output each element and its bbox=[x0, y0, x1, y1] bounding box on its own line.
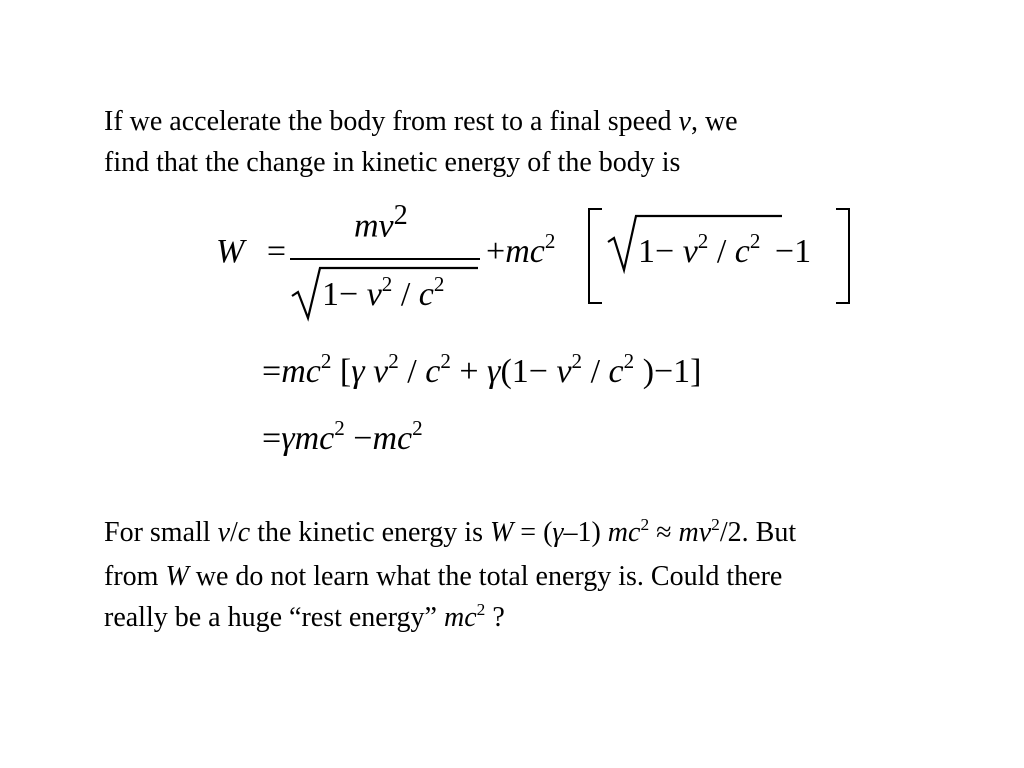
equals-sign: = bbox=[262, 353, 282, 390]
var-v: v bbox=[373, 353, 389, 390]
exponent: 2 bbox=[381, 272, 393, 297]
exponent: 2 bbox=[571, 349, 583, 374]
var-W: W bbox=[489, 517, 514, 548]
plus-sign: + bbox=[459, 353, 479, 390]
fraction bbox=[290, 200, 480, 320]
exponent: 2 bbox=[334, 416, 345, 441]
outro-line3 bbox=[104, 599, 505, 633]
gamma: γ bbox=[487, 353, 501, 390]
left-bracket bbox=[588, 208, 602, 304]
exponent: 2 bbox=[749, 229, 761, 254]
fraction-numerator bbox=[354, 200, 408, 245]
equation-line-3 bbox=[262, 416, 423, 457]
bracket-group bbox=[588, 208, 850, 302]
exponent: 2 bbox=[412, 416, 423, 441]
one: 1 bbox=[638, 233, 655, 270]
text: really be a huge “rest energy” bbox=[104, 602, 444, 633]
text: the kinetic energy is bbox=[250, 517, 490, 548]
equation-line-2 bbox=[262, 349, 702, 390]
text: we do not learn what the total energy is. Could there bbox=[188, 561, 783, 592]
slash: / bbox=[716, 233, 727, 270]
var-c: c bbox=[608, 353, 624, 390]
equals-sign: = bbox=[262, 420, 282, 457]
intro-line1 bbox=[104, 106, 738, 137]
var-v: v bbox=[678, 106, 691, 137]
gamma: γ bbox=[281, 420, 295, 457]
text: ? bbox=[485, 602, 505, 633]
mc: mc bbox=[294, 420, 335, 457]
exponent: 2 bbox=[393, 200, 408, 231]
minus-sign: − bbox=[655, 233, 675, 270]
var-v: v bbox=[217, 517, 230, 548]
mv: mv bbox=[678, 517, 712, 548]
slash: / bbox=[590, 353, 601, 390]
outro-line1 bbox=[104, 514, 797, 548]
var-v: v bbox=[366, 276, 382, 313]
text: For small bbox=[104, 517, 218, 548]
mc: mc bbox=[281, 353, 321, 390]
text: from bbox=[104, 561, 166, 592]
mv: mv bbox=[354, 207, 394, 245]
var-c: c bbox=[418, 276, 434, 313]
text: = ( bbox=[513, 517, 553, 548]
approx-sign: ≈ bbox=[649, 517, 679, 548]
var-c: c bbox=[734, 233, 750, 270]
intro-text: , we bbox=[690, 106, 738, 137]
right-bracket bbox=[836, 208, 850, 304]
slash: / bbox=[230, 517, 238, 548]
var-c: c bbox=[425, 353, 441, 390]
exponent: 2 bbox=[697, 229, 709, 254]
exponent: 2 bbox=[623, 349, 635, 374]
var-c: c bbox=[237, 517, 251, 548]
fraction-bar bbox=[290, 258, 480, 260]
mc: mc bbox=[505, 233, 545, 270]
equation-lhs bbox=[216, 235, 286, 269]
var-W: W bbox=[216, 233, 245, 270]
minus-sign: − bbox=[353, 420, 373, 457]
gamma: γ bbox=[351, 353, 365, 390]
var-v: v bbox=[556, 353, 572, 390]
minus-sign: − bbox=[339, 276, 359, 313]
exponent: 2 bbox=[433, 272, 445, 297]
plus-sign: + bbox=[486, 233, 506, 270]
close-paren: )−1] bbox=[642, 353, 702, 390]
equation-rhs-term bbox=[486, 229, 556, 270]
exponent: 2 bbox=[640, 514, 650, 534]
exponent: 2 bbox=[711, 514, 720, 534]
minus-one: −1 bbox=[774, 233, 812, 270]
open-paren: (1− bbox=[500, 353, 548, 390]
exponent: 2 bbox=[320, 349, 332, 374]
one: 1 bbox=[322, 276, 339, 313]
gamma: γ bbox=[552, 517, 564, 548]
slash: / bbox=[400, 276, 411, 313]
text: –1) bbox=[563, 517, 608, 548]
mc: mc bbox=[372, 420, 413, 457]
var-v: v bbox=[682, 233, 698, 270]
mc: mc bbox=[607, 517, 641, 548]
intro-paragraph bbox=[104, 101, 738, 183]
mc: mc bbox=[443, 602, 477, 633]
outro-line2 bbox=[104, 561, 782, 592]
exponent: 2 bbox=[476, 599, 486, 619]
intro-line2: find that the change in kinetic energy of the body is bbox=[104, 147, 681, 178]
text: /2. But bbox=[719, 517, 797, 548]
exponent: 2 bbox=[440, 349, 451, 374]
outro-paragraph bbox=[104, 512, 796, 641]
slash: / bbox=[407, 353, 417, 390]
equals-sign: = bbox=[266, 233, 287, 270]
open-bracket: [ bbox=[339, 353, 352, 390]
exponent: 2 bbox=[388, 349, 399, 374]
var-W: W bbox=[165, 561, 189, 592]
fraction-denominator bbox=[290, 266, 480, 320]
intro-text: If we accelerate the body from rest to a final speed bbox=[104, 106, 679, 137]
exponent: 2 bbox=[544, 229, 556, 254]
